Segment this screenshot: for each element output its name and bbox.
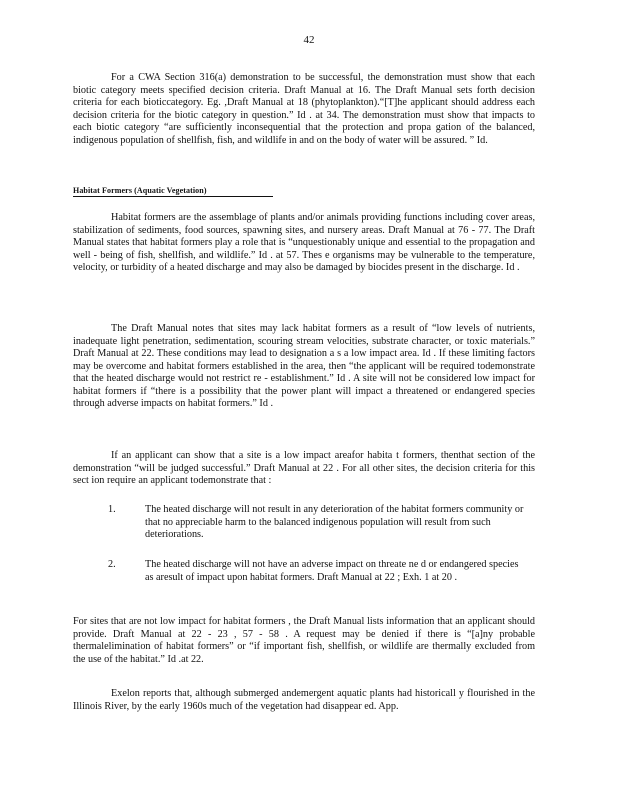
list-text: The heated discharge will not have an adverse impact on threate ne d or endangered species as aresult of impact upon habitat formers. Draft Manual at 22 ; Exh. 1 at 20 . — [145, 559, 519, 583]
paragraph-cwa-demonstration: For a CWA Section 316(a) demonstration to be successful, the demonstration must show that each biotic category meets specified decision criteria. Draft Manual at 16. The Draft Manual sets forth decision criteria for each bioticcategory. Eg. ,Draft Manual at 18 (phytoplankton).“[T]he applicant should address each decision criteria for the biotic category in question.” Id . at 34. The demonstration must show that impacts to each biotic category “are sufficiently inconsequential that the protection and propa gation of the balanced, indigenous population of shellfish, fish, and wildlife in and on the body of water will be assured. ” Id. — [73, 72, 535, 146]
list-text: The heated discharge will not result in any deterioration of the habitat formers community or that no appreciable harm to the balanced indigenous population will result from such deteriorations. — [145, 504, 524, 540]
paragraph-habitat-formers: Habitat formers are the assemblage of plants and/or animals providing functions including cover areas, stabilization of sediments, food sources, spawning sites, and nursery areas. Draft Manual at 76 - 77. The Draft Manual states that habitat formers play a role that is “unquestionably unique and essential to the propagation and well - being of fish, shellfish, and wildlife.” Id . at 57. Thes e organisms may be vulnerable to the temperature, velocity, or turbidity of a heated discharge and may also be damaged by biocides present in the discharge. Id . — [73, 212, 535, 273]
paragraph-lack-habitat-formers: The Draft Manual notes that sites may lack habitat formers as a result of “low levels of nutrients, inadequate light penetration, sedimentation, scouring stream velocities, substrate character, or toxic materials.” Draft Manual at 22. These conditions may lead to designation a s a low impact area. Id . If these limiting factors may be overcome and habitat formers established in the area, then “the applicant will be required todemonstrate that the heated discharge would not restrict re - establishment.” Id . A site will not be considered low impact for habitat formers if “there is a possibility that the power plant will impact a threatened or endangered species through adverse impacts on habitat formers.” Id . — [73, 323, 535, 409]
list-number: 2. — [108, 559, 116, 570]
list-number: 1. — [108, 504, 116, 515]
paragraph-low-impact-area: If an applicant can show that a site is a low impact areafor habita t formers, thenthat section of the demonstration “will be judged successful.” Draft Manual at 22 . For all other sites, the decision criteria for this sect ion require an applicant todemonstrate that : — [73, 450, 535, 486]
paragraph-exelon-reports: Exelon reports that, although submerged andemergent aquatic plants had historicall y flourished in the Illinois River, by the early 1960s much of the vegetation had disappear ed. App. — [73, 688, 535, 712]
page-number: 42 — [303, 34, 315, 46]
paragraph-not-low-impact: For sites that are not low impact for habitat formers , the Draft Manual lists information that an applicant should provide. Draft Manual at 22 - 23 , 57 - 58 . A request may be denied if there is “[a]ny probable thermalelimination of habitat formers” or “if important fish, shellfish, or wildlife are thermally excluded from the use of the habitat.” Id .at 22. — [73, 616, 535, 665]
section-heading: Habitat Formers (Aquatic Vegetation) — [73, 186, 273, 197]
